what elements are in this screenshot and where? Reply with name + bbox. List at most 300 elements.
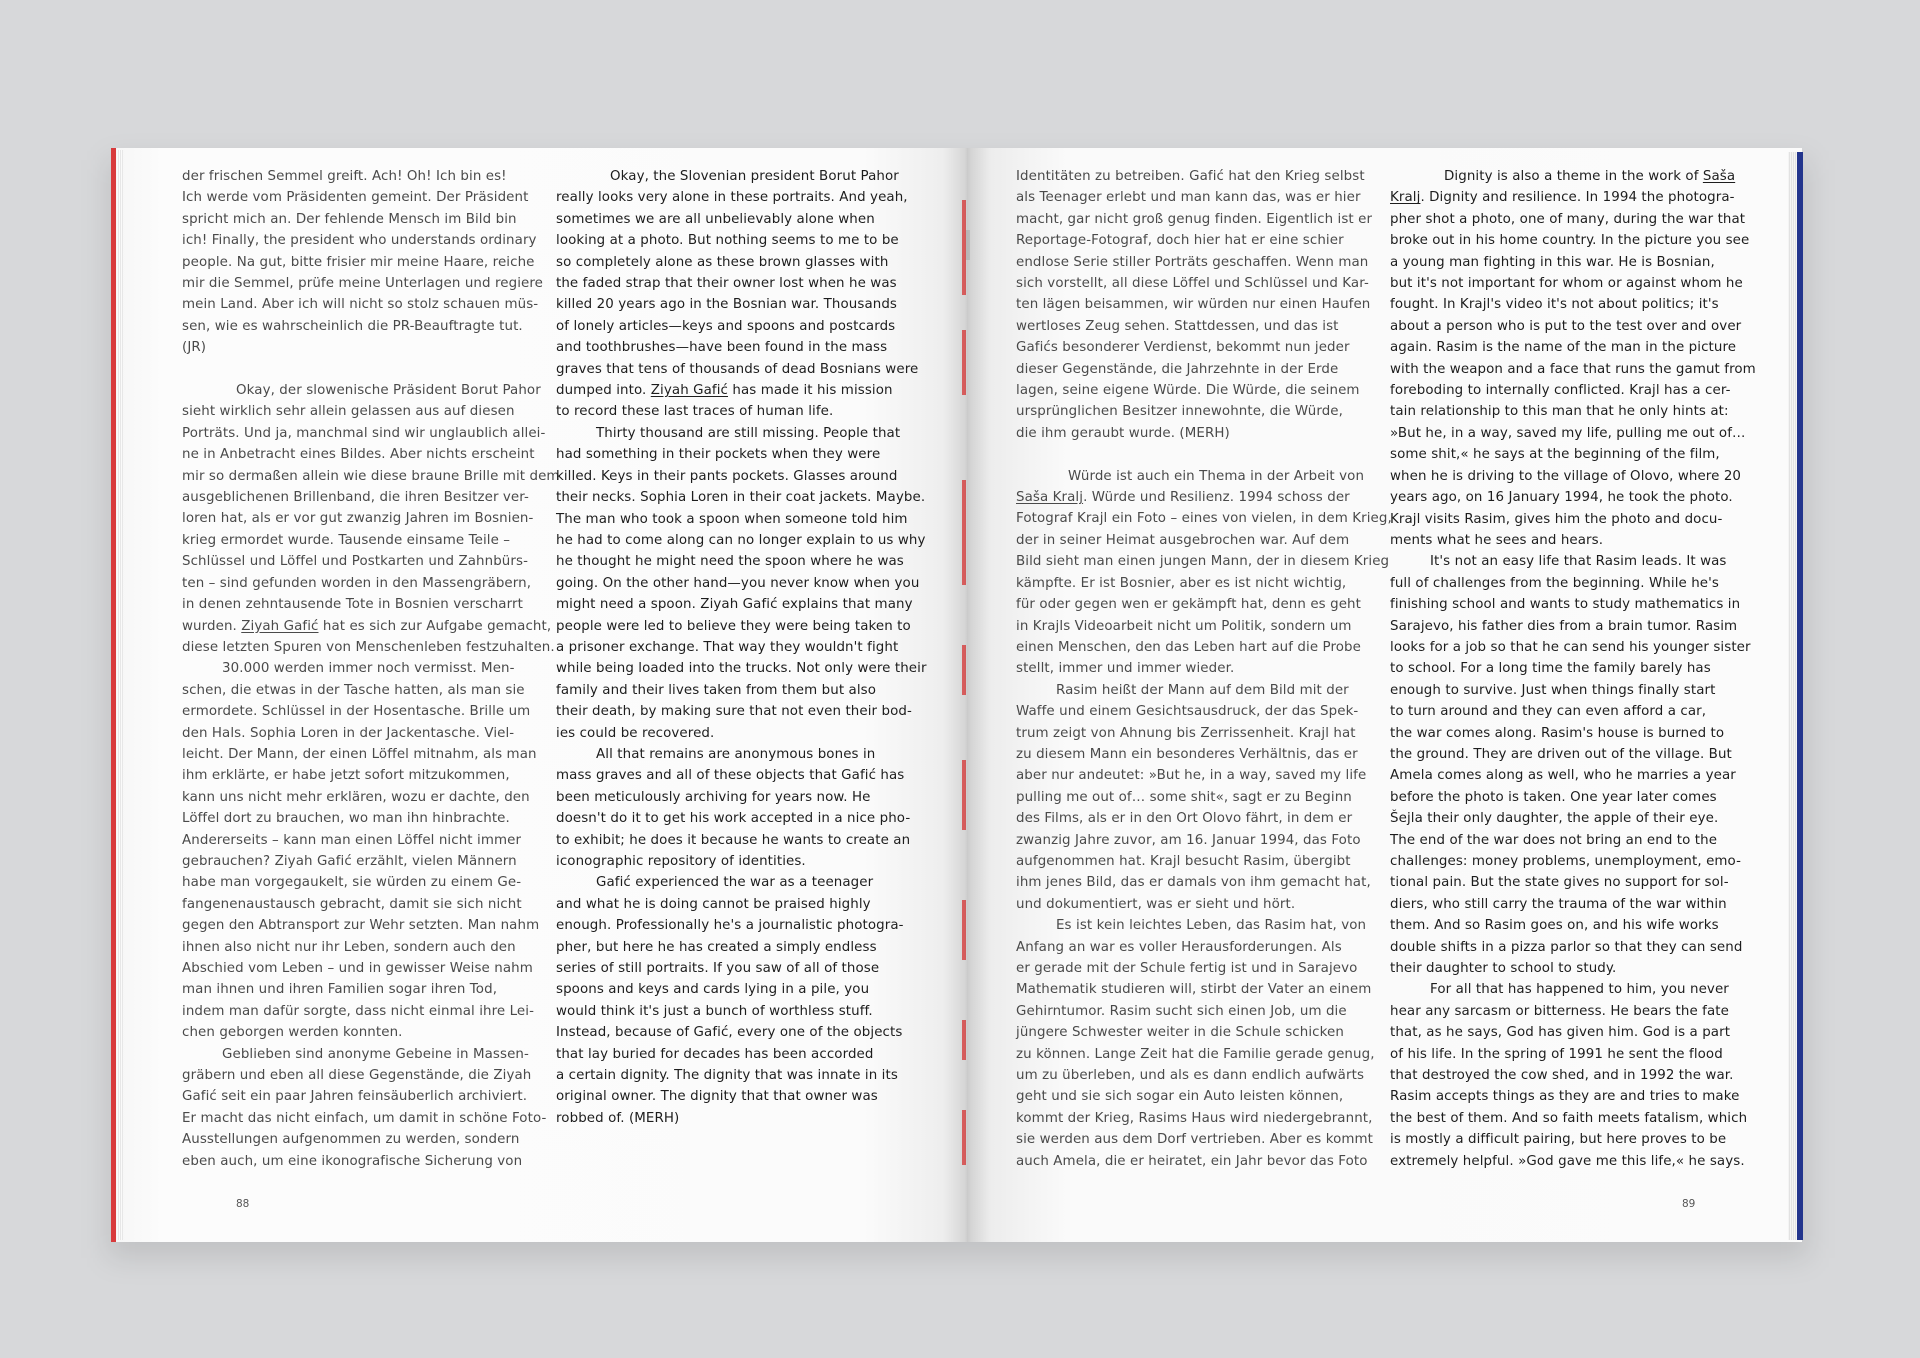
text-run: before the photo is taken. One year later comes	[1390, 789, 1717, 805]
text-line	[182, 466, 560, 487]
text-line	[1016, 830, 1392, 851]
text-run: Porträts. Und ja, manchmal sind wir unglaublich allei-	[182, 425, 546, 441]
text-line	[556, 1001, 927, 1022]
text-line	[556, 937, 927, 958]
text-run: schen, die etwas in der Tasche hatten, als man sie	[182, 682, 525, 698]
text-run: spricht mich an. Der fehlende Mensch im Bild bin	[182, 211, 517, 227]
text-line	[182, 1151, 560, 1172]
text-run: enough to survive. Just when things finally start	[1390, 682, 1716, 698]
text-run: series of still portraits. If you saw of all of those	[556, 961, 880, 977]
text-line	[1390, 894, 1756, 915]
text-line	[1390, 658, 1756, 679]
text-run: pher, but here he has created a simply endless	[556, 939, 877, 955]
text-run: mir so dermaßen allein wie diese braune Brille mit dem	[182, 468, 560, 484]
text-line	[1016, 894, 1392, 915]
text-run: lagen, seine eigene Würde. Die Würde, die seinem	[1016, 383, 1360, 399]
text-run: den Hals. Sophia Loren in der Jackentasche. Viel-	[182, 725, 515, 741]
text-line	[182, 1086, 560, 1107]
text-line	[1016, 744, 1392, 765]
text-run: Abschied vom Leben – und in gewisser Weise nahm	[182, 961, 533, 977]
text-line	[182, 979, 560, 1000]
text-line	[1016, 658, 1392, 679]
text-line	[182, 1001, 560, 1022]
text-line	[182, 958, 560, 979]
text-line	[1016, 787, 1392, 808]
text-line	[556, 616, 927, 637]
book-gutter	[944, 148, 990, 1242]
text-run: Anfang an war es voller Herausforderungen. Als	[1016, 939, 1342, 955]
text-run: ursprünglichen Besitzer innewohnte, die Würde,	[1016, 404, 1344, 420]
text-run: has made it his mission	[728, 383, 893, 399]
text-line	[1390, 701, 1756, 722]
text-line	[1390, 230, 1756, 251]
text-line	[182, 187, 560, 208]
text-line	[1390, 466, 1756, 487]
text-run: trum zeigt von Ahnung bis Zerrissenheit. Krajl hat	[1016, 725, 1356, 741]
text-line	[556, 594, 927, 615]
text-line	[1390, 530, 1756, 551]
text-run: killed. Keys in their pants pockets. Glasses around	[556, 468, 898, 484]
text-run: krieg ermordet wurde. Tausende einsame Teile –	[182, 532, 511, 548]
text-line	[1390, 337, 1756, 358]
text-line	[182, 616, 560, 637]
text-line	[1016, 851, 1392, 872]
text-run: dieser Gegenstände, die Jahrzehnte in der Erde	[1016, 361, 1339, 377]
text-run: to turn around and they can even afford a car,	[1390, 704, 1707, 720]
text-run: auch Amela, die er heiratet, ein Jahr bevor das Foto	[1016, 1153, 1368, 1169]
text-run: wertloses Zeug sehen. Stattdessen, und das ist	[1016, 318, 1339, 334]
text-run: Dignity is also a theme in the work of	[1444, 169, 1703, 184]
text-run: kämpfte. Er ist Bosnier, aber es ist nicht wichtig,	[1016, 575, 1347, 591]
text-line	[182, 401, 560, 422]
text-run: pulling me out of… some shit«, sagt er zu Beginn	[1016, 789, 1352, 805]
text-run: stellt, immer und immer wieder.	[1016, 661, 1235, 677]
text-run: graves that tens of thousands of dead Bosnians were	[556, 361, 919, 377]
underlined-name: Ziyah Gafić	[241, 618, 319, 634]
text-run: . Würde und Resilienz. 1994 schoss der	[1083, 490, 1350, 506]
text-run: Ich werde vom Präsidenten gemeint. Der Präsident	[182, 190, 529, 206]
text-line	[1016, 979, 1392, 1000]
text-line	[182, 1108, 560, 1129]
text-run: iconographic repository of identities.	[556, 854, 806, 869]
text-line	[182, 723, 560, 744]
text-line	[1390, 359, 1756, 380]
text-run: Löffel dort zu brauchen, wo man ihn hinbrachte.	[182, 811, 510, 827]
text-run: eben auch, um eine ikonografische Sicherung von	[182, 1153, 523, 1169]
text-line	[1016, 294, 1392, 315]
text-run: and toothbrushes—have been found in the mass	[556, 340, 888, 356]
text-line	[1390, 380, 1756, 401]
text-run: zu können. Lange Zeit hat die Familie gerade genug,	[1016, 1046, 1375, 1062]
text-run: diers, who still carry the trauma of the war within	[1390, 896, 1727, 912]
text-line	[182, 444, 560, 465]
text-run: endlose Serie stiller Porträts geschaffen. Wenn man	[1016, 254, 1369, 270]
text-line	[1016, 1044, 1392, 1065]
text-run: a prisoner exchange. That way they wouldn't fight	[556, 639, 899, 655]
text-run: that destroyed the cow shed, and in 1992 the war.	[1390, 1068, 1734, 1084]
text-line	[1016, 573, 1392, 594]
text-run: that, as he says, God has given him. God is a part	[1390, 1025, 1731, 1041]
text-line	[1016, 594, 1392, 615]
text-run: aufgenommen hat. Krajl besucht Rasim, übergibt	[1016, 853, 1351, 869]
text-line	[1390, 830, 1756, 851]
text-run: kommt der Krieg, Rasims Haus wird niedergebrannt,	[1016, 1110, 1373, 1126]
text-run: he had to come along can no longer explain to us why	[556, 532, 926, 548]
text-line	[182, 337, 560, 358]
text-line	[556, 808, 927, 829]
text-run: of his life. In the spring of 1991 he sent the flood	[1390, 1046, 1723, 1062]
text-run: when he is driving to the village of Olovo, where 20	[1390, 468, 1742, 484]
text-line	[1390, 616, 1756, 637]
text-run: Ausstellungen aufgenommen zu werden, sondern	[182, 1132, 520, 1148]
text-run: Okay, the Slovenian president Borut Pahor	[610, 169, 899, 184]
text-run: Würde ist auch ein Thema in der Arbeit von	[1068, 468, 1365, 484]
text-run: zu diesem Mann ein besonderes Verhältnis, das er	[1016, 746, 1358, 762]
text-run: enough. Professionally he's a journalistic photogra-	[556, 918, 904, 934]
text-line	[556, 1108, 927, 1129]
text-line	[1390, 273, 1756, 294]
text-run: er gerade mit der Schule fertig ist und in Sarajevo	[1016, 961, 1358, 977]
text-run: gebrauchen? Ziyah Gafić erzählt, vielen Männern	[182, 853, 517, 869]
text-line	[556, 915, 927, 936]
text-line	[182, 1044, 560, 1065]
text-line	[1390, 872, 1756, 893]
text-run: Rasim accepts things as they are and tries to make	[1390, 1089, 1740, 1105]
text-run: Reportage-Fotograf, doch hier hat er eine schier	[1016, 233, 1344, 249]
left-page-stack	[117, 150, 123, 1240]
text-run: their death, by making sure that not even their bod-	[556, 704, 912, 720]
text-line	[182, 252, 560, 273]
text-run: but it's not important for whom or against whom he	[1390, 276, 1743, 292]
text-run: diese letzten Spuren von Menschenleben festzuhalten.	[182, 639, 555, 655]
text-run: tain relationship to this man that he only hints at:	[1390, 404, 1729, 420]
column-4-english	[1390, 166, 1756, 1172]
text-run: ne in Anbetracht eines Bildes. Aber nichts erscheint	[182, 447, 535, 463]
text-run: fought. In Krajl's video it's not about politics; it's	[1390, 297, 1719, 313]
text-run: Krajl visits Rasim, gives him the photo and docu-	[1390, 511, 1723, 527]
text-run: looks for a job so that he can send his younger sister	[1390, 639, 1751, 655]
text-line	[182, 701, 560, 722]
text-run: to record these last traces of human life.	[556, 404, 834, 420]
text-run: ies could be recovered.	[556, 725, 715, 741]
text-line	[1016, 316, 1392, 337]
text-line	[556, 1022, 927, 1043]
text-line	[556, 316, 927, 337]
underlined-name: Kralj	[1390, 190, 1421, 206]
text-run: It's not an easy life that Rasim leads. It was	[1430, 554, 1727, 570]
text-line	[556, 573, 927, 594]
text-line	[1390, 765, 1756, 786]
text-line	[556, 359, 927, 380]
text-line	[1390, 1151, 1756, 1172]
text-line	[182, 230, 560, 251]
underlined-name: Saša Kralj	[1016, 490, 1084, 506]
text-line	[1390, 680, 1756, 701]
text-run: habe man vorgegaukelt, sie würden zu einem Ge-	[182, 875, 522, 891]
text-line	[556, 979, 927, 1000]
text-line	[182, 680, 560, 701]
text-run: loren hat, als er vor gut zwanzig Jahren im Bosnien-	[182, 511, 534, 527]
text-line	[1016, 1065, 1392, 1086]
text-line	[1016, 401, 1392, 422]
text-run: Gehirntumor. Rasim sucht sich einen Job, um die	[1016, 1003, 1347, 1019]
text-line	[1390, 509, 1756, 530]
text-run: . Dignity and resilience. In 1994 the photogra-	[1420, 190, 1735, 206]
text-run: Gafić seit ein paar Jahren feinsäuberlich archiviert.	[182, 1089, 528, 1105]
text-line	[1390, 166, 1756, 187]
text-line	[182, 937, 560, 958]
text-line	[1016, 1129, 1392, 1150]
text-run: would think it's just a bunch of worthless stuff.	[556, 1003, 873, 1019]
text-line	[556, 187, 927, 208]
underlined-name: Saša	[1702, 169, 1736, 184]
text-run: fangenenaustausch gebracht, damit sie sich nicht	[182, 896, 522, 912]
text-run: Thirty thousand are still missing. People that	[596, 425, 901, 441]
text-run: the ground. They are driven out of the village. But	[1390, 746, 1732, 762]
text-run: original owner. The dignity that that owner was	[556, 1089, 878, 1105]
text-run: to exhibit; he does it because he wants to create an	[556, 832, 911, 848]
text-run: foreboding to internally conflicted. Krajl has a cer-	[1390, 383, 1731, 399]
text-line	[556, 851, 927, 872]
text-line	[1390, 808, 1756, 829]
text-run: Gafićs besonderer Verdienst, bekommt nun jeder	[1016, 340, 1350, 356]
text-run: gegen den Abtransport zur Wehr setzten. Man nahm	[182, 918, 540, 934]
text-line	[1390, 444, 1756, 465]
text-run: going. On the other hand—you never know when you	[556, 575, 920, 591]
text-run: The man who took a spoon when someone told him	[556, 511, 908, 527]
text-line	[1016, 637, 1392, 658]
text-run: sie werden aus dem Dorf vertrieben. Aber es kommt	[1016, 1132, 1374, 1148]
text-run: about a person who is put to the test over and over	[1390, 318, 1742, 334]
text-line	[1390, 1065, 1756, 1086]
text-run: broke out in his home country. In the picture you see	[1390, 233, 1750, 249]
text-run: jüngere Schwester weiter in die Schule schicken	[1016, 1025, 1344, 1041]
text-run: Okay, der slowenische Präsident Borut Pahor	[236, 383, 541, 399]
text-run: people were led to believe they were being taken to	[556, 618, 911, 634]
text-line	[556, 680, 927, 701]
text-line	[1390, 252, 1756, 273]
text-line	[182, 594, 560, 615]
text-line	[556, 958, 927, 979]
text-line	[556, 230, 927, 251]
text-run: in denen zehntausende Tote in Bosnien verscharrt	[182, 597, 523, 613]
text-run: robbed of. (MERH)	[556, 1110, 680, 1126]
text-run: sometimes we are all unbelievably alone when	[556, 211, 875, 227]
text-line	[1016, 1151, 1392, 1172]
text-line	[556, 872, 927, 893]
text-run: für oder gegen wen er gekämpft hat, denn es geht	[1016, 597, 1361, 613]
text-run: while being loaded into the trucks. Not only were their	[556, 661, 927, 677]
text-run: the faded strap that their owner lost when he was	[556, 276, 897, 292]
text-line	[556, 723, 927, 744]
text-line	[1016, 1108, 1392, 1129]
text-line	[556, 273, 927, 294]
text-run: he thought he might need the spoon where he was	[556, 554, 904, 570]
text-line	[556, 487, 927, 508]
text-run: and what he is doing cannot be praised highly	[556, 896, 871, 912]
text-line	[1390, 551, 1756, 572]
text-line	[1390, 187, 1756, 208]
text-line	[1016, 765, 1392, 786]
text-line	[1016, 508, 1392, 529]
text-line	[556, 765, 927, 786]
text-line	[182, 1022, 560, 1043]
text-run: ments what he sees and hears.	[1390, 532, 1604, 548]
text-run: Mathematik studieren will, stirbt der Vater an einem	[1016, 982, 1372, 998]
text-run: leicht. Der Mann, der einen Löffel mitnahm, als man	[182, 746, 537, 762]
text-line	[1390, 1001, 1756, 1022]
text-line	[182, 166, 560, 187]
text-line	[556, 294, 927, 315]
text-line	[556, 380, 927, 401]
text-line	[1016, 1086, 1392, 1107]
text-run: so completely alone as these brown glasses with	[556, 254, 889, 270]
text-line	[1016, 359, 1392, 380]
right-page-stack	[1788, 152, 1797, 1240]
text-run: family and their lives taken from them but also	[556, 682, 877, 698]
text-line	[556, 509, 927, 530]
text-run: einen Menschen, den das Leben hart auf die Probe	[1016, 639, 1361, 655]
text-line	[182, 1065, 560, 1086]
text-run: people. Na gut, bitte frisier mir meine Haare, reiche	[182, 254, 535, 270]
text-line	[556, 530, 927, 551]
text-line	[1016, 380, 1392, 401]
text-run: 30.000 werden immer noch vermisst. Men-	[222, 661, 515, 677]
text-line	[1016, 209, 1392, 230]
column-3-german	[1016, 166, 1392, 1172]
text-run: wurden.	[182, 618, 242, 634]
text-line	[556, 337, 927, 358]
text-run: (JR)	[182, 340, 207, 356]
text-run: Identitäten zu betreiben. Gafić hat den Krieg selbst	[1016, 169, 1365, 184]
text-run: again. Rasim is the name of the man in the picture	[1390, 340, 1737, 356]
text-line	[182, 294, 560, 315]
text-line	[182, 573, 560, 594]
text-run: hat es sich zur Aufgabe gemacht,	[318, 618, 552, 634]
text-line	[1390, 851, 1756, 872]
text-run: pher shot a photo, one of many, during the war that	[1390, 211, 1746, 227]
text-line	[1390, 1022, 1756, 1043]
text-run: might need a spoon. Ziyah Gafić explains that many	[556, 597, 913, 613]
text-run: full of challenges from the beginning. While he's	[1390, 575, 1720, 591]
text-line	[182, 765, 560, 786]
text-run: »But he, in a way, saved my life, pulling me out of…	[1390, 425, 1746, 441]
text-run: For all that has happened to him, you never	[1430, 982, 1729, 998]
text-line	[1016, 551, 1392, 572]
text-run: mass graves and all of these objects that Gafić has	[556, 768, 905, 784]
text-run: Rasim heißt der Mann auf dem Bild mit der	[1056, 682, 1349, 698]
text-line	[1016, 680, 1392, 701]
text-line	[182, 359, 560, 380]
text-line	[1390, 1086, 1756, 1107]
text-line	[1016, 1001, 1392, 1022]
text-run: Fotograf Krajl ein Foto – eines von vielen, in dem Krieg,	[1016, 511, 1392, 527]
text-line	[556, 444, 927, 465]
text-line	[182, 894, 560, 915]
text-run: a young man fighting in this war. He is Bosnian,	[1390, 254, 1715, 270]
text-line	[1016, 187, 1392, 208]
text-run: looking at a photo. But nothing seems to me to be	[556, 233, 899, 249]
text-run: tional pain. But the state gives no support for sol-	[1390, 875, 1729, 891]
text-line	[1390, 915, 1756, 936]
text-line	[1390, 209, 1756, 230]
text-run: challenges: money problems, unemployment, emo-	[1390, 854, 1742, 869]
text-line	[1016, 230, 1392, 251]
text-line	[1390, 958, 1756, 979]
text-line	[1390, 744, 1756, 765]
left-edge-red-stripe	[111, 148, 116, 1242]
right-edge-blue-stripe	[1797, 152, 1803, 1240]
text-run: Šejla their only daughter, the apple of their eye.	[1390, 811, 1719, 827]
text-line	[1016, 487, 1392, 508]
text-run: ihm jenes Bild, das er damals von ihm gemacht hat,	[1016, 875, 1371, 891]
text-line	[1016, 808, 1392, 829]
text-line	[1016, 1022, 1392, 1043]
text-line	[182, 487, 560, 508]
text-run: double shifts in a pizza parlor so that they can send	[1390, 939, 1743, 955]
text-line	[1016, 444, 1392, 465]
text-run: extremely helpful. »God gave me this life,« he says.	[1390, 1153, 1745, 1169]
text-run: in Krajls Videoarbeit nicht um Politik, sondern um	[1016, 618, 1352, 634]
text-run: sich vorstellt, all diese Löffel und Schlüssel und Kar-	[1016, 276, 1369, 292]
text-run: ich! Finally, the president who understands ordinary	[182, 233, 537, 249]
text-run: um zu überleben, und als es dann endlich aufwärts	[1016, 1068, 1365, 1084]
text-run: Geblieben sind anonyme Gebeine in Massen-	[222, 1046, 529, 1062]
text-run: mir die Semmel, prüfe meine Unterlagen und regiere	[182, 276, 544, 292]
text-run: killed 20 years ago in the Bosnian war. Thousands	[556, 297, 898, 313]
text-run: Amela comes along as well, who he marries a year	[1390, 768, 1736, 784]
text-line	[182, 1129, 560, 1150]
text-line	[1390, 594, 1756, 615]
text-line	[182, 915, 560, 936]
page-number-right: 89	[1682, 1198, 1696, 1210]
text-run: had something in their pockets when they were	[556, 447, 881, 463]
text-line	[1016, 337, 1392, 358]
text-line	[182, 830, 560, 851]
text-line	[556, 423, 927, 444]
text-run: sen, wie es wahrscheinlich die PR-Beauftragte tut.	[182, 318, 523, 334]
page-number-left: 88	[236, 1198, 250, 1210]
text-line	[1390, 979, 1756, 1000]
text-run: der in seiner Heimat ausgebrochen war. Auf dem	[1016, 532, 1350, 548]
text-run: Schlüssel und Löffel und Postkarten und Zahnbürs-	[182, 554, 529, 570]
text-run: indem man dafür sorgte, dass nicht einmal ihre Lei-	[182, 1003, 535, 1019]
underlined-name: Ziyah Gafić	[650, 383, 729, 399]
text-run: aber nur andeutet: »But he, in a way, saved my life	[1016, 768, 1367, 784]
text-line	[182, 872, 560, 893]
text-line	[1016, 872, 1392, 893]
text-line	[1390, 423, 1756, 444]
text-line	[1016, 701, 1392, 722]
text-line	[1390, 316, 1756, 337]
text-line	[1016, 937, 1392, 958]
text-run: gräbern und eben all diese Gegenstände, die Ziyah	[182, 1068, 532, 1084]
text-line	[1390, 487, 1756, 508]
text-line	[1390, 637, 1756, 658]
text-line	[556, 1065, 927, 1086]
text-run: ermordete. Schlüssel in der Hosentasche. Brille um	[182, 704, 531, 720]
text-line	[1016, 166, 1392, 187]
text-run: Andererseits – kann man einen Löffel nicht immer	[182, 832, 522, 848]
text-line	[556, 1044, 927, 1065]
text-run: ten lägen beisammen, wir würden nur einen Haufen	[1016, 297, 1371, 313]
text-run: des Films, als er in den Ort Olovo fährt, in dem er	[1016, 811, 1353, 827]
text-line	[556, 466, 927, 487]
text-line	[556, 658, 927, 679]
text-run: dumped into.	[556, 383, 651, 399]
text-line	[182, 273, 560, 294]
text-run: to school. For a long time the family barely has	[1390, 661, 1711, 677]
